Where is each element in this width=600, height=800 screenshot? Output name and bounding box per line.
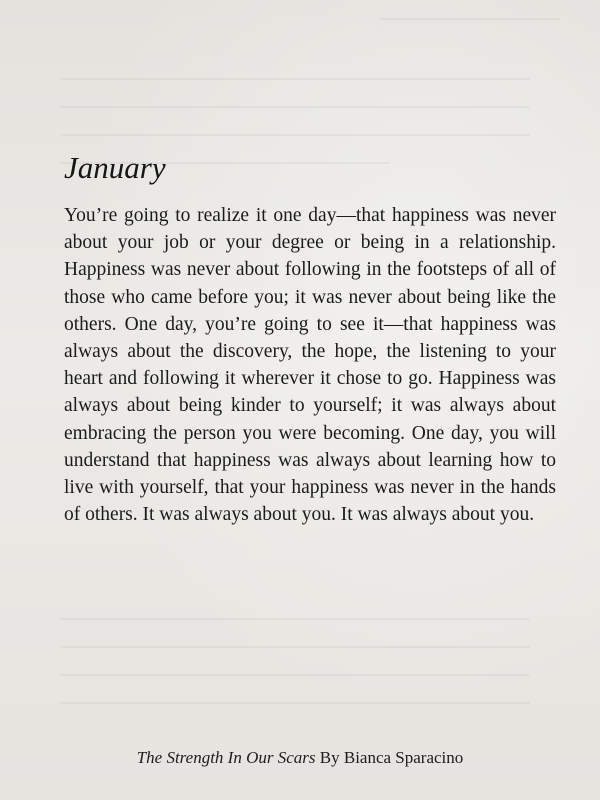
page-content bbox=[64, 150, 556, 528]
author-byline: By Bianca Sparacino bbox=[315, 748, 464, 767]
page-title: January bbox=[64, 150, 166, 185]
passage-text: You’re going to realize it one day—that happiness was never about your job or your degree or being in a relationship. Happiness was never about following in the footsteps of all of those who came before you; it was never about being like the others. One day, you’re going to see it—that happiness was always about the discovery, the hope, the listening to your heart and following it wherever it chose to go. Happiness was always about being kinder to yourself; it was always about embracing the person you were becoming. One day, you will understand that happiness was always about learning how to live with yourself, that your happiness was never in the hands of others. It was always about you. It was always about you. bbox=[64, 205, 556, 526]
book-attribution bbox=[0, 748, 600, 768]
book-title: The Strength In Our Scars bbox=[136, 748, 316, 767]
